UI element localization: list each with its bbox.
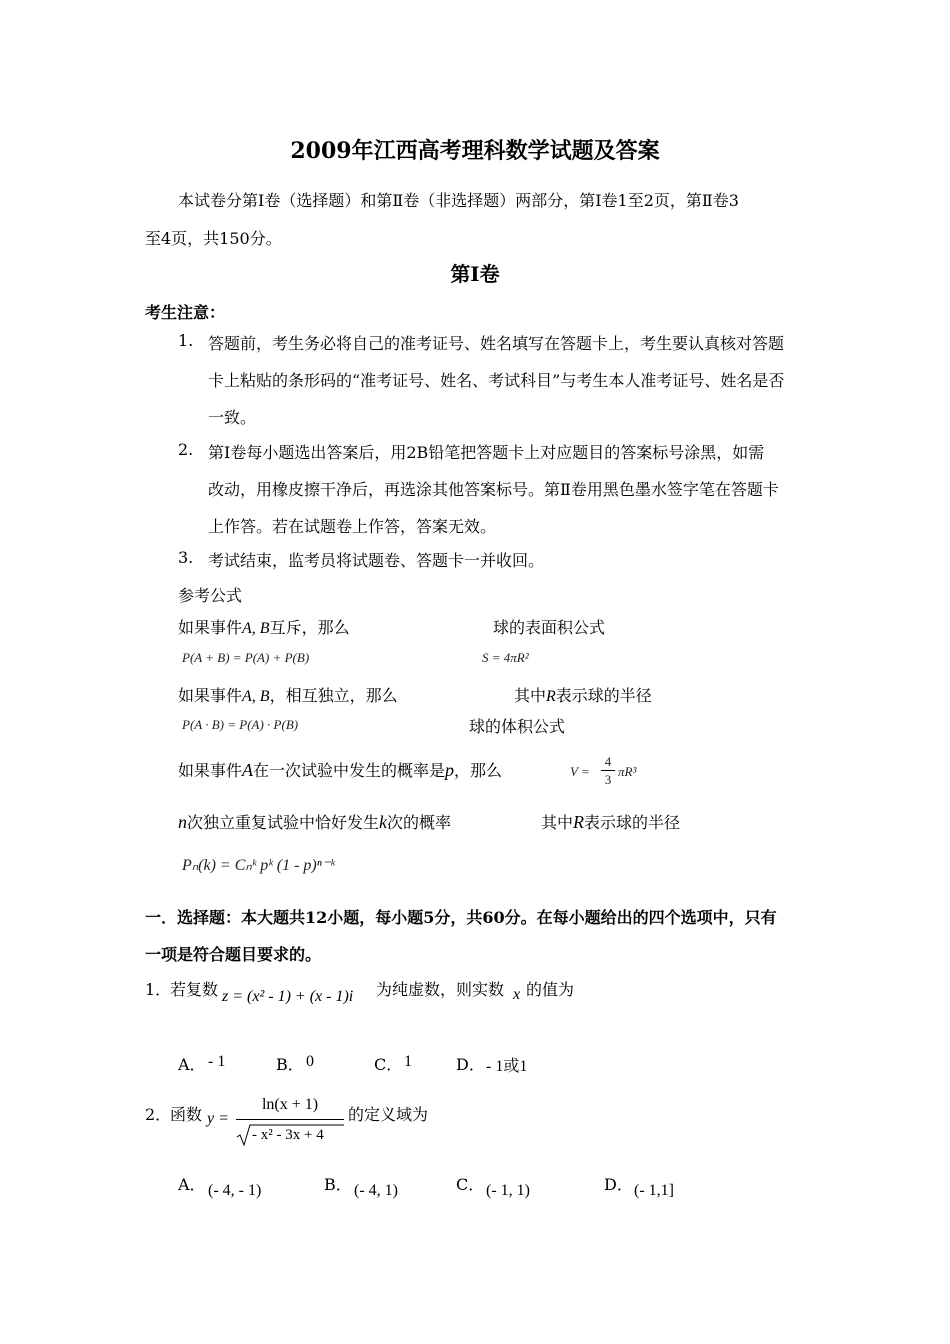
notice-1-line-3: 一致。 <box>208 408 257 427</box>
q2-lhs: y = <box>207 1110 229 1127</box>
event-post: ，那么 <box>454 761 503 780</box>
formulas-heading: 参考公式 <box>178 586 243 605</box>
q2-numerator: ln(x + 1) <box>261 1096 319 1113</box>
intro-line-2: 至4页，共150分。 <box>145 229 282 248</box>
intro-line-1: 本试卷分第Ⅰ卷（选择题）和第Ⅱ卷（非选择题）两部分，第Ⅰ卷1至2页，第Ⅱ卷3 <box>178 191 739 210</box>
sphere-area-formula: S = 4πR² <box>482 650 529 665</box>
q2-option-a-value: (- 4, - 1) <box>208 1182 262 1199</box>
trial-k: k <box>379 812 388 832</box>
section-title: 第Ⅰ卷 <box>450 262 500 286</box>
q1-option-a-label: A． <box>178 1055 206 1074</box>
event-pre: 如果事件 <box>178 761 243 780</box>
notice-1-num: 1. <box>178 331 194 350</box>
notice-3-line-1: 考试结束，监考员将试题卷、答题卡一并收回。 <box>208 551 545 570</box>
q2-fraction-bar <box>236 1119 344 1120</box>
vol-rest: πR³ <box>618 764 637 779</box>
radius-note-2 <box>541 810 680 833</box>
q2-option-b-value: (- 4, 1) <box>354 1182 398 1199</box>
binom-formula: Pₙ(k) = Cₙᵏ pᵏ (1 - p)ⁿ⁻ᵏ <box>182 857 335 874</box>
notice-2-line-3: 上作答。若在试题卷上作答，答案无效。 <box>208 517 497 536</box>
sphere-area-label: 球的表面积公式 <box>493 618 606 637</box>
q1-option-d-value: - 1或1 <box>486 1058 528 1075</box>
mutex-pre: 如果事件 <box>178 618 243 637</box>
trial-n: n <box>178 812 187 832</box>
event-var: A <box>242 760 254 780</box>
q2-option-b-label: B． <box>324 1175 352 1194</box>
event-p: p <box>445 760 455 780</box>
notice-1-line-1: 答题前，考生务必将自己的准考证号、姓名填写在答题卡上，考生要认真核对答题 <box>208 334 785 353</box>
indep-pre: 如果事件 <box>178 686 243 705</box>
q2-option-c-label: C． <box>456 1175 485 1194</box>
notice-2-line-1: 第I卷每小题选出答案后，用2B铅笔把答题卡上对应题目的答案标号涂黑，如需 <box>208 443 765 462</box>
vol-fraction-bar <box>601 770 615 771</box>
q1-pre: 若复数 <box>170 980 219 999</box>
trial-post: 次的概率 <box>387 813 452 832</box>
part1-line-1: 一．选择题：本大题共12小题，每小题5分，共60分。在每小题给出的四个选项中，只有 <box>145 908 777 927</box>
q2-pre: 函数 <box>170 1105 203 1124</box>
radius-note-1 <box>514 683 652 706</box>
radius-note-2-post: 表示球的半径 <box>584 813 681 832</box>
mutex-formula: P(A + B) = P(A) + P(B) <box>182 650 310 665</box>
q2-option-a-label: A． <box>178 1175 206 1194</box>
q2-option-d-label: D． <box>604 1175 633 1194</box>
q1-option-c-value: 1 <box>404 1053 412 1070</box>
sphere-vol-label: 球的体积公式 <box>469 717 566 736</box>
indep-vars: A, B <box>242 688 270 705</box>
event-text <box>178 758 502 781</box>
mutex-vars: A, B <box>242 620 270 637</box>
radius-note-1-post: 表示球的半径 <box>555 686 652 705</box>
mutex-text <box>178 615 350 638</box>
q1-option-b-value: 0 <box>306 1053 314 1070</box>
notice-heading: 考生注意： <box>145 303 226 322</box>
q1-post: 的值为 <box>526 980 575 999</box>
part1-line-2: 一项是符合题目要求的。 <box>145 945 322 964</box>
q1-num: 1． <box>145 980 172 999</box>
q2-num: 2． <box>145 1105 172 1124</box>
vol-denominator: 3 <box>604 772 612 787</box>
q1-var: x <box>513 986 521 1003</box>
notice-1-line-2: 卡上粘贴的条形码的“准考证号、姓名、考试科目”与考生本人准考证号、姓名是否 <box>208 371 785 390</box>
notice-3-num: 3. <box>178 548 194 567</box>
trial-mid: 次独立重复试验中恰好发生 <box>187 813 380 832</box>
vol-numerator: 4 <box>604 754 612 769</box>
q1-mid: 为纯虚数，则实数 <box>376 980 505 999</box>
q1-option-b-label: B． <box>276 1055 304 1074</box>
q1-option-a-value: - 1 <box>208 1053 226 1070</box>
radius-note-1-pre: 其中 <box>514 686 547 705</box>
indep-post: ，相互独立，那么 <box>269 686 398 705</box>
q2-option-d-value: (- 1,1] <box>634 1182 674 1199</box>
trial-text <box>178 810 451 833</box>
q1-option-c-label: C． <box>374 1055 403 1074</box>
q1-expr: z = (x² - 1) + (x - 1)i <box>222 988 354 1005</box>
q2-denominator: - x² - 3x + 4 <box>252 1127 324 1143</box>
mutex-post: 互斥，那么 <box>269 618 350 637</box>
radius-note-2-var: R <box>573 812 585 832</box>
indep-text <box>178 683 398 706</box>
q2-post: 的定义域为 <box>348 1105 429 1124</box>
radius-note-2-pre: 其中 <box>541 813 574 832</box>
radius-note-1-var: R <box>546 688 556 705</box>
q2-option-c-value: (- 1, 1) <box>486 1182 530 1199</box>
page-title: 2009年江西高考理科数学试题及答案 <box>290 138 660 164</box>
notice-2-num: 2. <box>178 440 194 459</box>
vol-lhs: V = <box>570 764 590 779</box>
q1-option-d-label: D． <box>456 1055 485 1074</box>
notice-2-line-2: 改动，用橡皮擦干净后，再选涂其他答案标号。第Ⅱ卷用黑色墨水签字笔在答题卡 <box>208 480 779 499</box>
indep-formula: P(A · B) = P(A) · P(B) <box>182 717 299 732</box>
event-mid: 在一次试验中发生的概率是 <box>253 761 446 780</box>
